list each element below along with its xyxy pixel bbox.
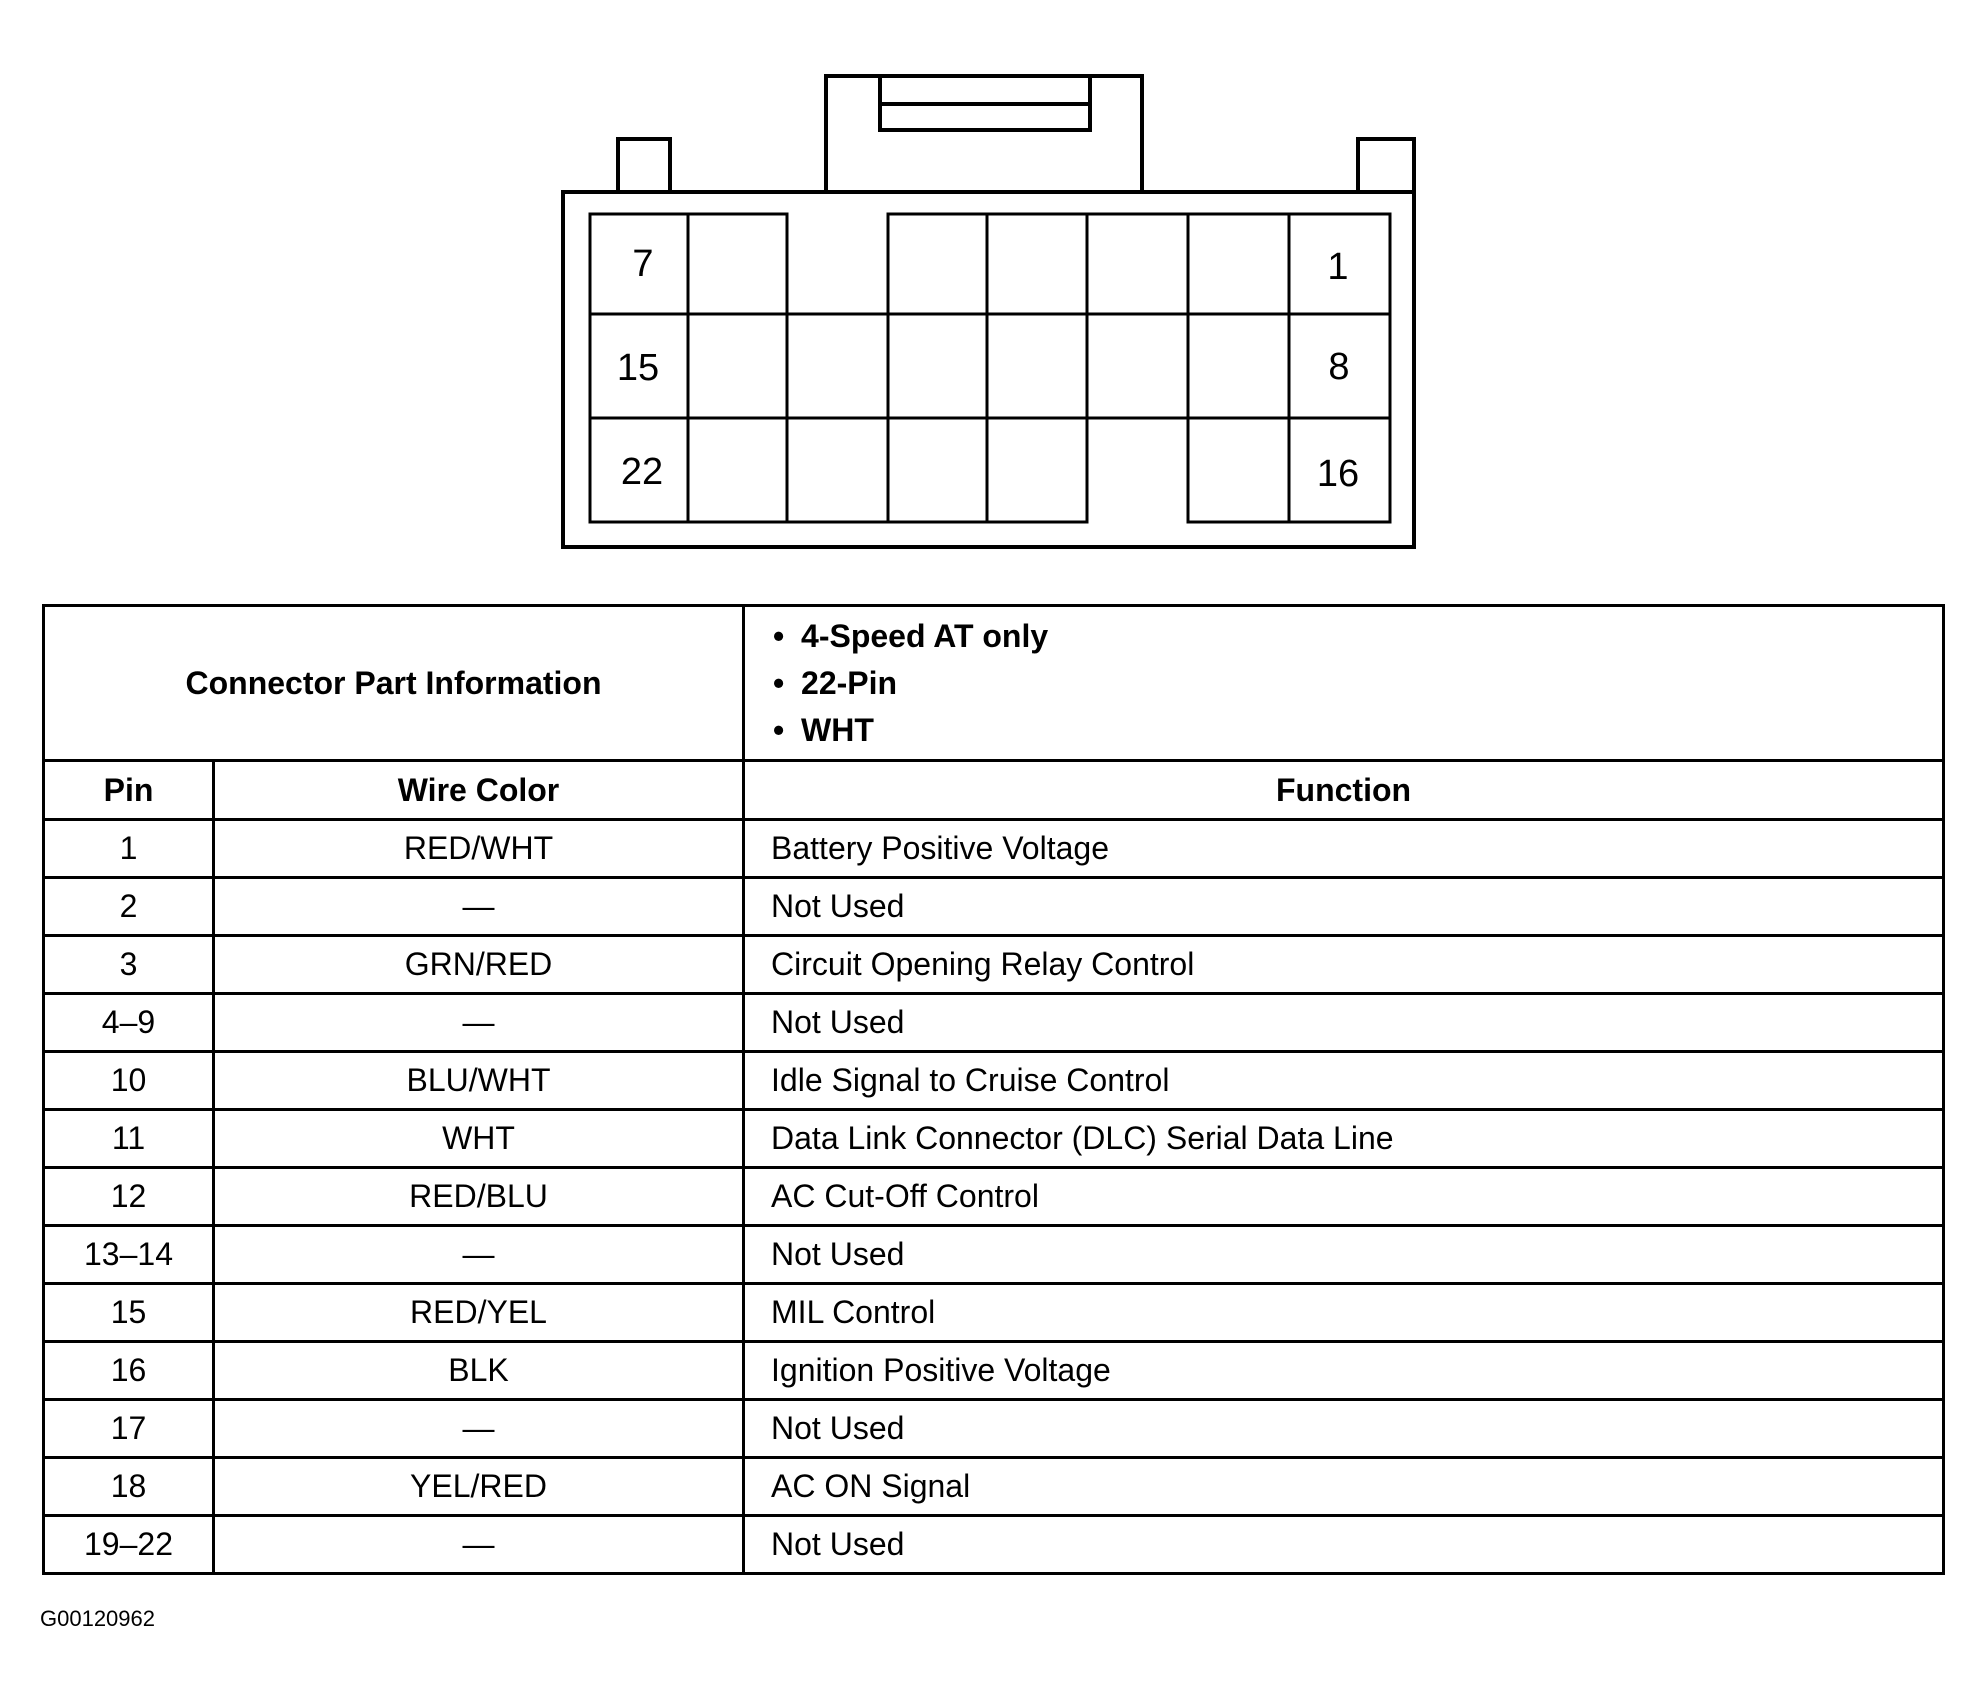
pin-cell: 10 xyxy=(44,1052,214,1110)
pin-label-16: 16 xyxy=(1316,453,1360,495)
pinout-table xyxy=(42,604,1945,1575)
table-row xyxy=(44,1226,1944,1284)
wire-color-cell: RED/BLU xyxy=(214,1168,744,1226)
wire-color-cell: GRN/RED xyxy=(214,936,744,994)
wire-color-cell: BLK xyxy=(214,1342,744,1400)
function-cell: Not Used xyxy=(744,1516,1944,1574)
pin-label-15: 15 xyxy=(616,347,660,389)
pin-cell: 17 xyxy=(44,1400,214,1458)
pin-cell: 18 xyxy=(44,1458,214,1516)
table-row xyxy=(44,1052,1944,1110)
wire-color-cell: — xyxy=(214,994,744,1052)
pin-label-22: 22 xyxy=(620,451,664,493)
pin-cell: 13–14 xyxy=(44,1226,214,1284)
pin-cell: 15 xyxy=(44,1284,214,1342)
pin-cell: 4–9 xyxy=(44,994,214,1052)
wire-color-cell: — xyxy=(214,1400,744,1458)
function-cell: Circuit Opening Relay Control xyxy=(744,936,1944,994)
pin-cell: 3 xyxy=(44,936,214,994)
connector-right-ear xyxy=(1358,139,1414,192)
function-cell: AC Cut-Off Control xyxy=(744,1168,1944,1226)
table-row xyxy=(44,1342,1944,1400)
connector-info-title: Connector Part Information xyxy=(44,606,744,761)
info-bullet: • WHT xyxy=(801,707,1942,754)
figure-id: G00120962 xyxy=(40,1606,155,1631)
header-pin: Pin xyxy=(44,761,214,820)
wire-color-cell: — xyxy=(214,1226,744,1284)
table-row xyxy=(44,1284,1944,1342)
pin-cell: 2 xyxy=(44,878,214,936)
connector-latch xyxy=(826,76,1142,192)
info-bullet: • 4-Speed AT only xyxy=(801,613,1942,660)
function-cell: Idle Signal to Cruise Control xyxy=(744,1052,1944,1110)
pin-label-7: 7 xyxy=(632,243,654,285)
function-cell: Battery Positive Voltage xyxy=(744,820,1944,878)
pin-cell: 19–22 xyxy=(44,1516,214,1574)
connector-face-diagram xyxy=(0,0,1980,570)
table-row xyxy=(44,1458,1944,1516)
wire-color-cell: WHT xyxy=(214,1110,744,1168)
pin-cell: 12 xyxy=(44,1168,214,1226)
wire-color-cell: RED/WHT xyxy=(214,820,744,878)
header-function: Function xyxy=(744,761,1944,820)
table-row xyxy=(44,936,1944,994)
function-cell: Not Used xyxy=(744,1400,1944,1458)
table-row xyxy=(44,1400,1944,1458)
function-cell: Not Used xyxy=(744,1226,1944,1284)
pin-cell: 1 xyxy=(44,820,214,878)
connector-info-details xyxy=(744,606,1944,761)
table-row xyxy=(44,878,1944,936)
pin-label-8: 8 xyxy=(1328,346,1350,388)
function-cell: MIL Control xyxy=(744,1284,1944,1342)
pin-cell: 16 xyxy=(44,1342,214,1400)
table-row xyxy=(44,994,1944,1052)
wire-color-cell: — xyxy=(214,1516,744,1574)
pin-label-1: 1 xyxy=(1327,246,1349,288)
wire-color-cell: YEL/RED xyxy=(214,1458,744,1516)
connector-info-row xyxy=(44,606,1944,761)
table-row xyxy=(44,1516,1944,1574)
header-wire-color: Wire Color xyxy=(214,761,744,820)
pin-cell: 11 xyxy=(44,1110,214,1168)
table-row xyxy=(44,820,1944,878)
info-bullet: • 22-Pin xyxy=(801,660,1942,707)
connector-left-ear xyxy=(618,139,670,192)
wire-color-cell: RED/YEL xyxy=(214,1284,744,1342)
function-cell: Not Used xyxy=(744,878,1944,936)
function-cell: Not Used xyxy=(744,994,1944,1052)
pin-cavity-grid xyxy=(590,214,1390,522)
function-cell: AC ON Signal xyxy=(744,1458,1944,1516)
function-cell: Ignition Positive Voltage xyxy=(744,1342,1944,1400)
wire-color-cell: — xyxy=(214,878,744,936)
table-row xyxy=(44,1110,1944,1168)
table-header-row xyxy=(44,761,1944,820)
table-row xyxy=(44,1168,1944,1226)
wire-color-cell: BLU/WHT xyxy=(214,1052,744,1110)
function-cell: Data Link Connector (DLC) Serial Data Line xyxy=(744,1110,1944,1168)
